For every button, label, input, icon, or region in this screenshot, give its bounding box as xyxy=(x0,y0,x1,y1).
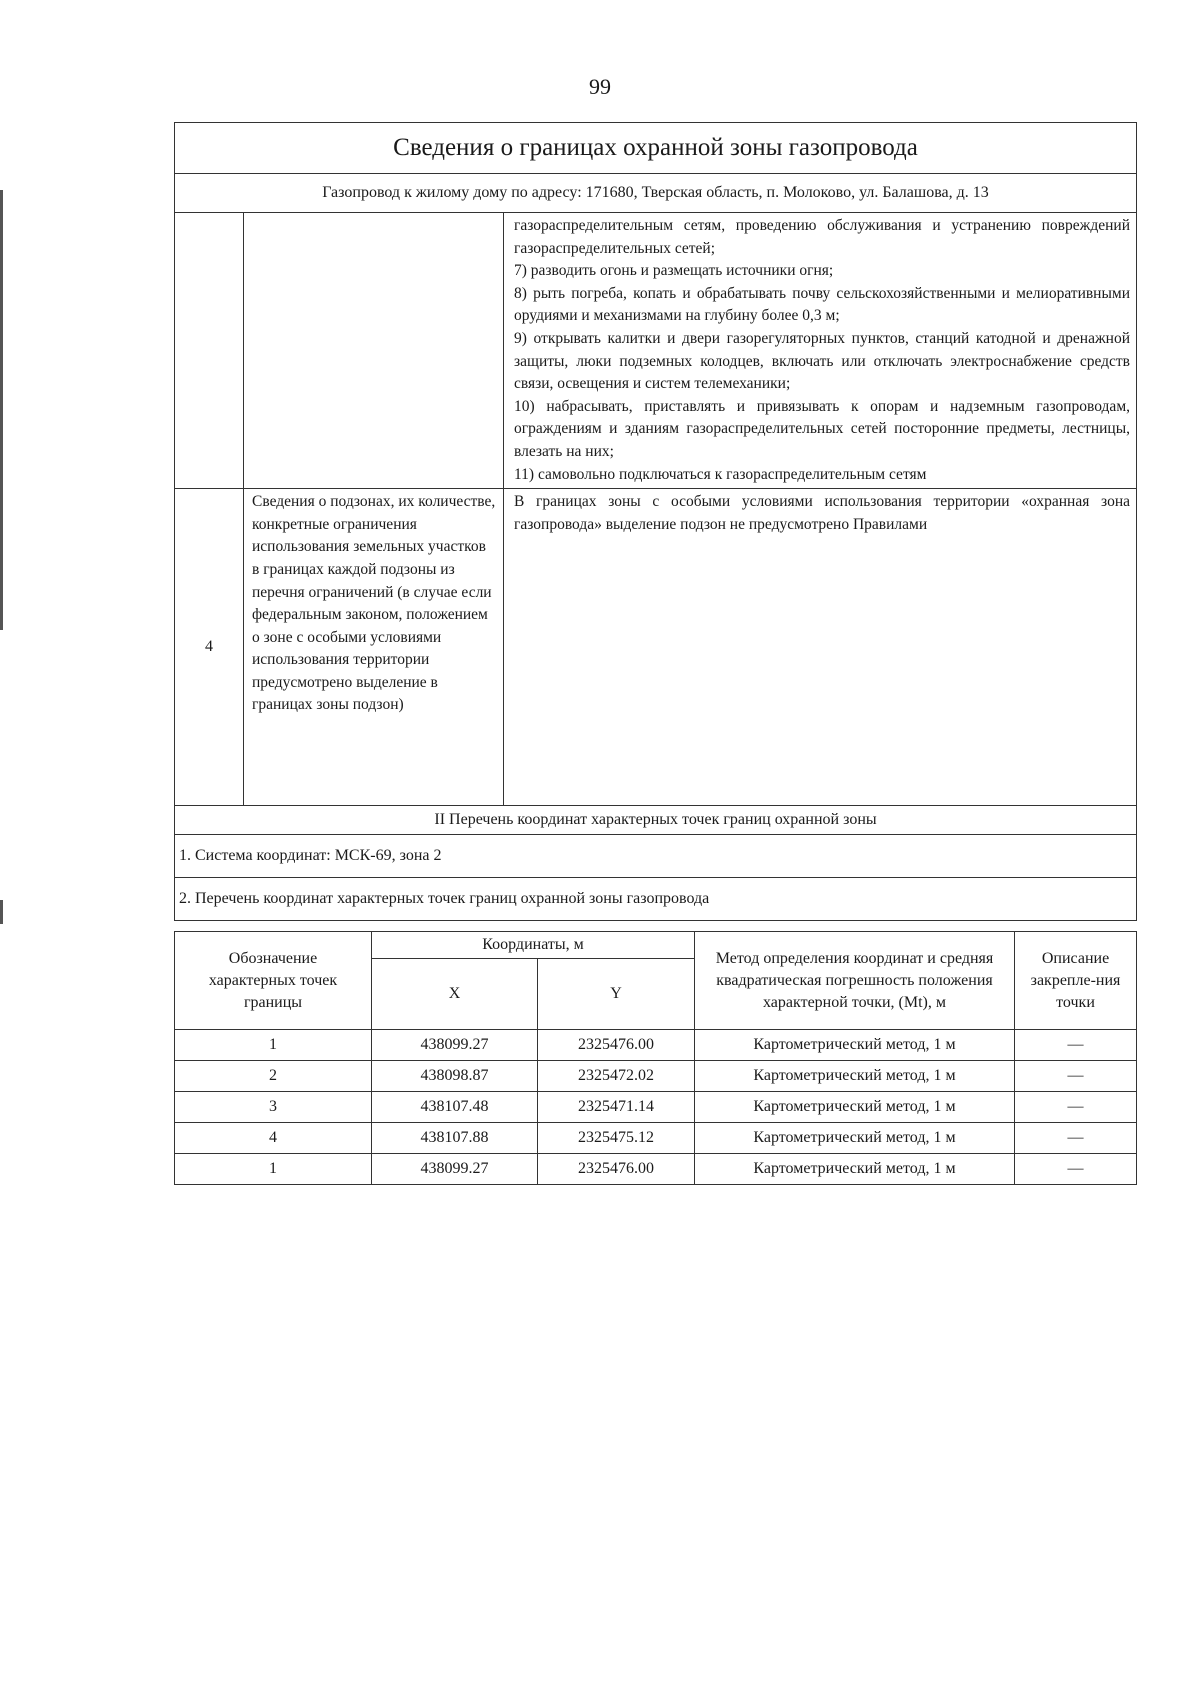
pipeline-address: Газопровод к жилому дому по адресу: 171680, Тверская область, п. Молоково, ул. Балашова, д. 13 xyxy=(175,174,1137,213)
method-value: Картометрический метод, 1 м xyxy=(695,1092,1015,1123)
method-value: Картометрический метод, 1 м xyxy=(695,1061,1015,1092)
point-id: 1 xyxy=(175,1030,372,1061)
coordinates-table xyxy=(174,931,1137,1185)
table-row xyxy=(175,1061,1137,1092)
subzones-label: Сведения о подзонах, их количестве, конкретные ограничения использования земельных участков в границах каждой подзоны из перечня ограничений (в случае если федеральным законом, положением о зоне с особыми условиями использования территории предусмотрено выделение в границах зоны подзон) xyxy=(244,489,504,806)
continuation-name-cell xyxy=(244,213,504,489)
header-y: Y xyxy=(538,959,695,1030)
description-value: — xyxy=(1015,1154,1137,1185)
scan-edge-mark xyxy=(0,190,3,630)
header-point-designation: Обозначение характерных точек границы xyxy=(175,932,372,1030)
restriction-item: 9) открывать калитки и двери газорегуляторных пунктов, станций катодной и дренажной защиты, люки подземных колодцев, включать или отключать электроснабжение средств связи, освещения и систем телемеханики; xyxy=(514,329,1130,393)
description-value: — xyxy=(1015,1061,1137,1092)
continuation-number-cell xyxy=(175,213,244,489)
restriction-item: 10) набрасывать, приставлять и привязывать к опорам и надземным газопроводам, ограждениям и зданиям газораспределительных сетей посторонние предметы, лестницы, влезать на них; xyxy=(514,397,1130,460)
point-id: 4 xyxy=(175,1123,372,1154)
y-value: 2325476.00 xyxy=(538,1030,695,1061)
y-value: 2325476.00 xyxy=(538,1154,695,1185)
point-id: 2 xyxy=(175,1061,372,1092)
point-id: 3 xyxy=(175,1092,372,1123)
y-value: 2325475.12 xyxy=(538,1123,695,1154)
subzones-value: В границах зоны с особыми условиями использования территории «охранная зона газопровода» выделение подзон не предусмотрено Правилами xyxy=(504,489,1137,806)
x-value: 438099.27 xyxy=(372,1154,538,1185)
restriction-item: 8) рыть погреба, копать и обрабатывать почву сельскохозяйственными и мелиоративными орудиями и механизмами на глубину более 0,3 м; xyxy=(514,284,1130,325)
restriction-item: 7) разводить огонь и размещать источники огня; xyxy=(514,262,834,280)
coordinate-system: 1. Система координат: МСК-69, зона 2 xyxy=(175,835,1137,878)
coordinate-list-title: 2. Перечень координат характерных точек границ охранной зоны газопровода xyxy=(175,878,1137,921)
scan-edge-mark-lower xyxy=(0,900,3,924)
zone-info-table xyxy=(174,122,1137,921)
header-description: Описание закрепле-ния точки xyxy=(1015,932,1137,1030)
row-number: 4 xyxy=(175,489,244,806)
method-value: Картометрический метод, 1 м xyxy=(695,1123,1015,1154)
restriction-item: 11) самовольно подключаться к газораспределительным сетям xyxy=(514,465,927,483)
header-coordinates: Координаты, м xyxy=(372,932,695,959)
document-title: Сведения о границах охранной зоны газопровода xyxy=(175,123,1137,174)
page-number: 99 xyxy=(589,74,611,99)
table-row xyxy=(175,1123,1137,1154)
point-id: 1 xyxy=(175,1154,372,1185)
x-value: 438107.88 xyxy=(372,1123,538,1154)
x-value: 438098.87 xyxy=(372,1061,538,1092)
table-row xyxy=(175,1092,1137,1123)
description-value: — xyxy=(1015,1092,1137,1123)
y-value: 2325472.02 xyxy=(538,1061,695,1092)
method-value: Картометрический метод, 1 м xyxy=(695,1154,1015,1185)
restriction-item: газораспределительным сетям, проведению обслуживания и устранению повреждений газораспределительных сетей; xyxy=(514,217,1130,257)
x-value: 438107.48 xyxy=(372,1092,538,1123)
description-value: — xyxy=(1015,1030,1137,1061)
y-value: 2325471.14 xyxy=(538,1092,695,1123)
method-value: Картометрический метод, 1 м xyxy=(695,1030,1015,1061)
restrictions-continuation xyxy=(504,213,1137,489)
header-method: Метод определения координат и средняя квадратическая погрешность положения характерной точки, (Mt), м xyxy=(695,932,1015,1030)
description-value: — xyxy=(1015,1123,1137,1154)
table-row xyxy=(175,1030,1137,1061)
section-heading: II Перечень координат характерных точек границ охранной зоны xyxy=(175,806,1137,835)
header-x: X xyxy=(372,959,538,1030)
table-row xyxy=(175,1154,1137,1185)
x-value: 438099.27 xyxy=(372,1030,538,1061)
